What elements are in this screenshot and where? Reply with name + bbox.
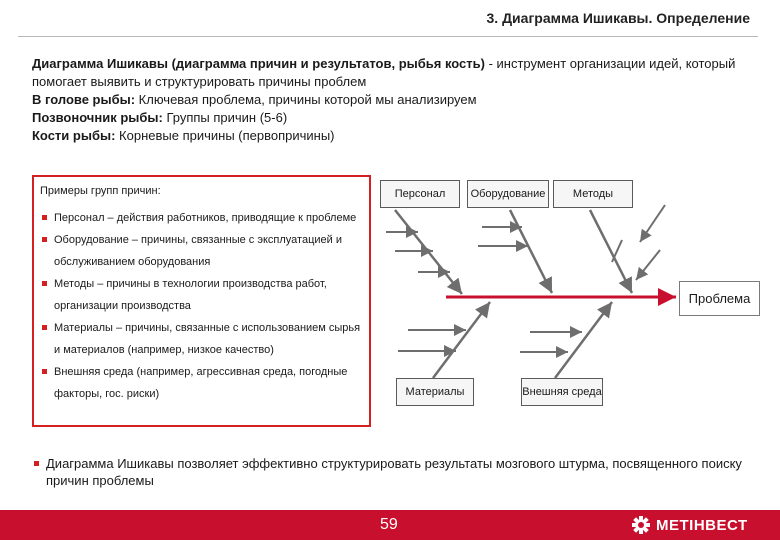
logo-gear-icon — [632, 516, 650, 534]
examples-item: Внешняя среда (например, агрессивная среда, погодные факторы, гос. риски) — [40, 361, 365, 405]
bone-environment — [555, 302, 612, 378]
intro-bones: Кости рыбы: Корневые причины (первопричины) — [32, 128, 335, 143]
category-equipment: Оборудование — [467, 180, 549, 208]
category-materials: Материалы — [396, 378, 474, 406]
logo-text: МЕТІНВЕСТ — [656, 516, 748, 534]
intro-head: В голове рыбы: Ключевая проблема, причины которой мы анализируем — [32, 92, 477, 107]
root-arrow — [640, 205, 665, 242]
footer-bar — [0, 510, 780, 540]
examples-item: Оборудование – причины, связанные с эксплуатацией и обслуживанием оборудования — [40, 229, 365, 273]
bone-equipment — [510, 210, 552, 293]
problem-head: Проблема — [679, 281, 760, 316]
examples-title: Примеры групп причин: — [40, 185, 161, 197]
page-title: 3. Диаграмма Ишикавы. Определение — [486, 10, 750, 26]
examples-item: Материалы – причины, связанные с использованием сырья и материалов (например, низкое качество) — [40, 317, 365, 361]
bone-materials — [433, 302, 490, 378]
intro-spine: Позвоночник рыбы: Группы причин (5-6) — [32, 110, 288, 125]
summary-note: Диаграмма Ишикавы позволяет эффективно структурировать результаты мозгового штурма, посвященного поиску причин проблемы — [32, 455, 746, 489]
page-number: 59 — [380, 516, 398, 533]
examples-item: Персонал – действия работников, приводящие к проблеме — [40, 207, 365, 229]
category-personnel: Персонал — [380, 180, 460, 208]
company-logo — [632, 516, 748, 534]
examples-item: Методы – причины в технологии производства работ, организации производства — [40, 273, 365, 317]
category-environment: Внешняя среда — [521, 378, 603, 406]
category-methods: Методы — [553, 180, 633, 208]
root-arrow — [636, 250, 660, 280]
intro-definition: Диаграмма Ишикавы (диаграмма причин и результатов, рыбья кость) - инструмент организации идей, который помогает выявить и структурировать причины проблем — [32, 56, 736, 89]
root-arrow — [612, 240, 622, 262]
bone-methods — [590, 210, 632, 293]
